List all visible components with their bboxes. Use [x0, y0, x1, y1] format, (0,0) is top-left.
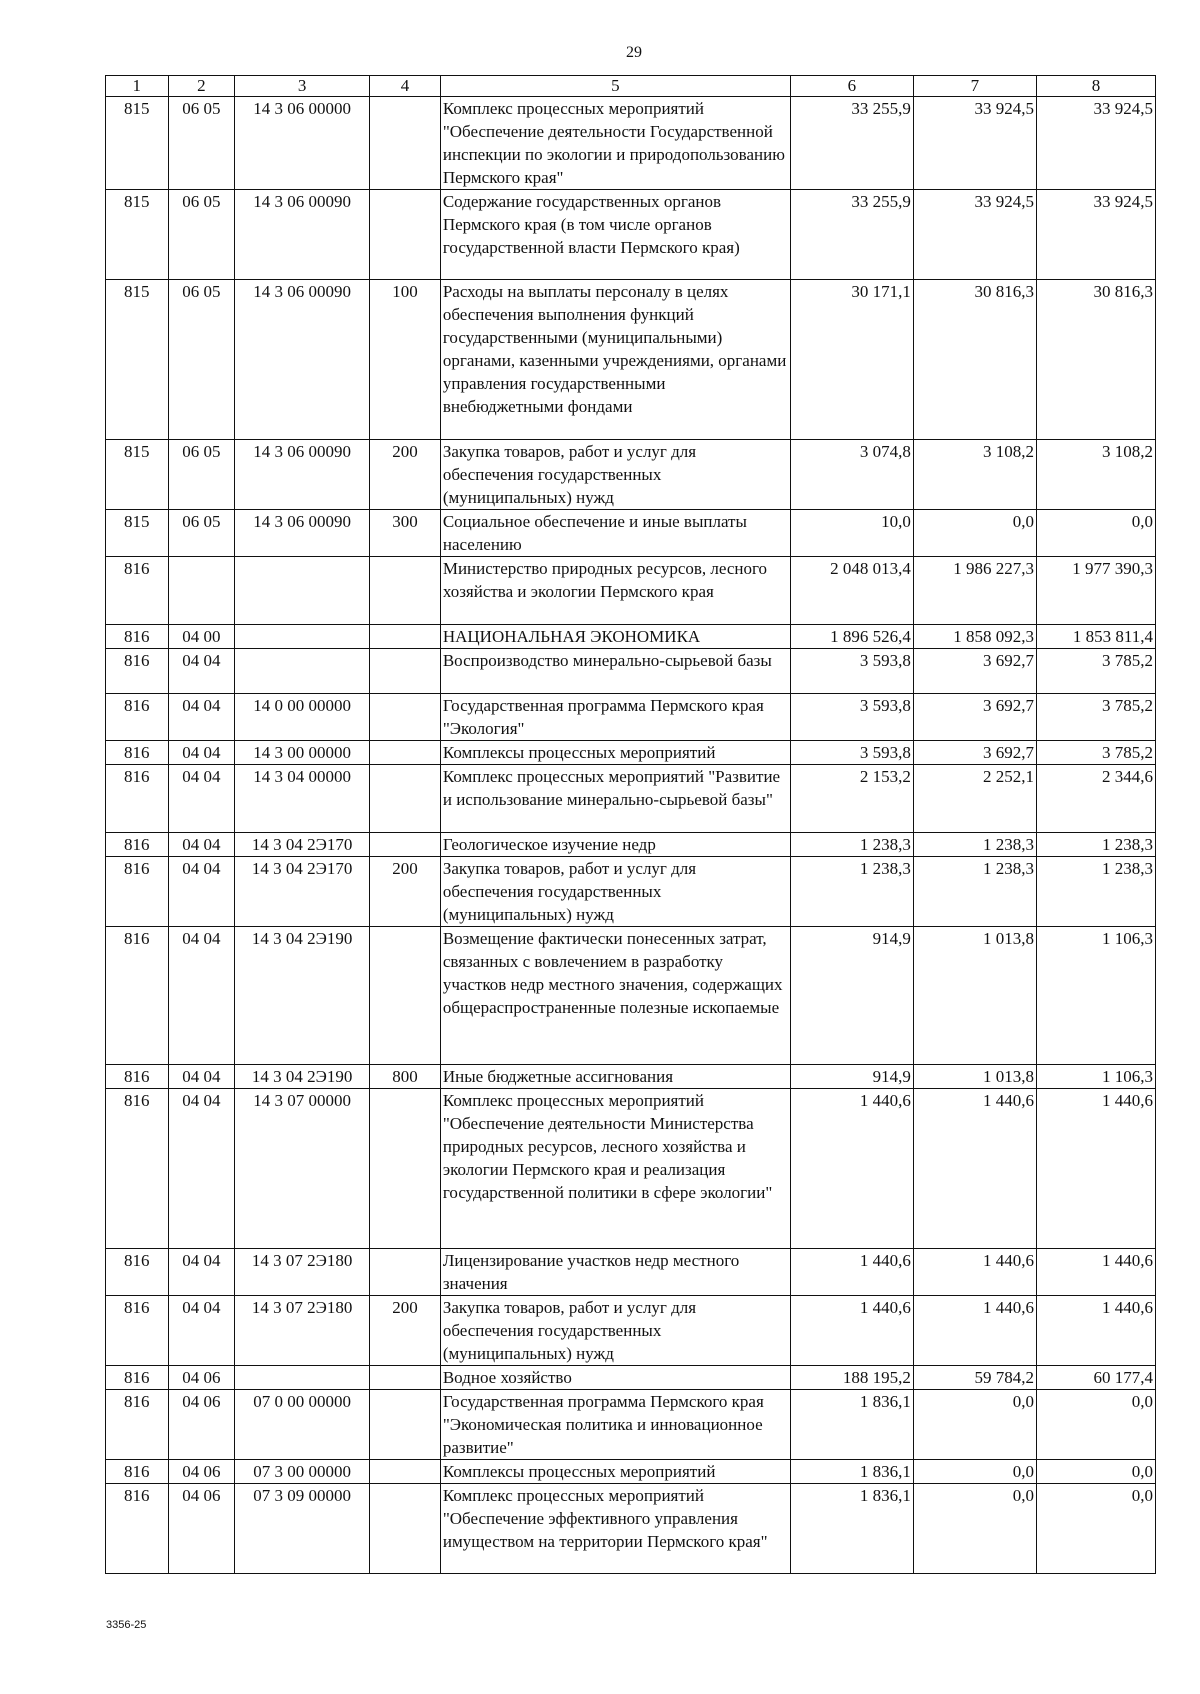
cell-c7: 3 692,7 — [913, 694, 1036, 741]
document-code: 3356-25 — [106, 1619, 147, 1631]
cell-c1: 815 — [106, 280, 169, 440]
cell-c2: 06 05 — [168, 440, 235, 510]
cell-c7: 1 238,3 — [913, 833, 1036, 857]
cell-c7: 30 816,3 — [913, 280, 1036, 440]
header-cell: 6 — [790, 76, 913, 97]
table-row — [106, 1296, 1156, 1366]
cell-c7: 2 252,1 — [913, 765, 1036, 833]
cell-c4: 200 — [370, 1296, 441, 1366]
cell-c6: 1 440,6 — [790, 1296, 913, 1366]
cell-c2: 04 00 — [168, 625, 235, 649]
cell-c3: 07 3 09 00000 — [235, 1484, 370, 1574]
cell-c8: 60 177,4 — [1036, 1366, 1155, 1390]
cell-c4 — [370, 649, 441, 694]
cell-c6: 33 255,9 — [790, 190, 913, 280]
cell-c1: 816 — [106, 1089, 169, 1249]
cell-c3: 14 3 07 2Э180 — [235, 1249, 370, 1296]
table-row — [106, 1390, 1156, 1460]
cell-c5: Лицензирование участков недр местного значения — [440, 1249, 790, 1296]
table-body — [106, 97, 1156, 1574]
cell-c8: 1 440,6 — [1036, 1249, 1155, 1296]
cell-c3 — [235, 1366, 370, 1390]
table-row — [106, 1484, 1156, 1574]
cell-c3: 14 3 06 00090 — [235, 510, 370, 557]
cell-c2: 04 04 — [168, 833, 235, 857]
table-row — [106, 1366, 1156, 1390]
cell-c5: Закупка товаров, работ и услуг для обеспечения государственных (муниципальных) нужд — [440, 1296, 790, 1366]
cell-c5: Закупка товаров, работ и услуг для обеспечения государственных (муниципальных) нужд — [440, 857, 790, 927]
header-row — [106, 76, 1156, 97]
header-cell: 3 — [235, 76, 370, 97]
cell-c1: 816 — [106, 741, 169, 765]
cell-c8: 3 785,2 — [1036, 694, 1155, 741]
cell-c7: 0,0 — [913, 1390, 1036, 1460]
table-row — [106, 1460, 1156, 1484]
cell-c4 — [370, 1460, 441, 1484]
cell-c3: 14 3 04 00000 — [235, 765, 370, 833]
cell-c4 — [370, 1484, 441, 1574]
cell-c2: 04 04 — [168, 1065, 235, 1089]
cell-c7: 59 784,2 — [913, 1366, 1036, 1390]
cell-c8: 0,0 — [1036, 510, 1155, 557]
cell-c7: 0,0 — [913, 1460, 1036, 1484]
cell-c3: 14 0 00 00000 — [235, 694, 370, 741]
cell-c6: 10,0 — [790, 510, 913, 557]
cell-c6: 188 195,2 — [790, 1366, 913, 1390]
cell-c8: 3 785,2 — [1036, 741, 1155, 765]
cell-c6: 3 593,8 — [790, 649, 913, 694]
cell-c4 — [370, 741, 441, 765]
table-row — [106, 190, 1156, 280]
cell-c8: 1 106,3 — [1036, 927, 1155, 1065]
cell-c8: 1 238,3 — [1036, 833, 1155, 857]
cell-c6: 2 153,2 — [790, 765, 913, 833]
table-row — [106, 694, 1156, 741]
cell-c5: Возмещение фактически понесенных затрат, связанных с вовлечением в разработку участков недр местного значения, содержащих общераспространенные полезные ископаемые — [440, 927, 790, 1065]
table-row — [106, 625, 1156, 649]
header-cell: 5 — [440, 76, 790, 97]
cell-c5: Комплексы процессных мероприятий — [440, 1460, 790, 1484]
cell-c8: 1 853 811,4 — [1036, 625, 1155, 649]
cell-c8: 30 816,3 — [1036, 280, 1155, 440]
cell-c3: 14 3 07 00000 — [235, 1089, 370, 1249]
cell-c1: 816 — [106, 1296, 169, 1366]
cell-c5: Комплекс процессных мероприятий "Обеспечение деятельности Государственной инспекции по экологии и природопользованию Пермского края" — [440, 97, 790, 190]
cell-c3: 07 3 00 00000 — [235, 1460, 370, 1484]
cell-c7: 0,0 — [913, 510, 1036, 557]
cell-c2: 04 04 — [168, 765, 235, 833]
budget-table — [105, 75, 1156, 1574]
cell-c7: 1 858 092,3 — [913, 625, 1036, 649]
cell-c4 — [370, 1390, 441, 1460]
cell-c3: 07 0 00 00000 — [235, 1390, 370, 1460]
cell-c4 — [370, 625, 441, 649]
cell-c6: 1 836,1 — [790, 1484, 913, 1574]
cell-c4 — [370, 97, 441, 190]
cell-c3 — [235, 625, 370, 649]
cell-c1: 816 — [106, 649, 169, 694]
cell-c5: Государственная программа Пермского края "Экология" — [440, 694, 790, 741]
cell-c4 — [370, 765, 441, 833]
cell-c8: 3 785,2 — [1036, 649, 1155, 694]
cell-c8: 3 108,2 — [1036, 440, 1155, 510]
table-row — [106, 765, 1156, 833]
table-row — [106, 857, 1156, 927]
cell-c2: 04 04 — [168, 1089, 235, 1249]
cell-c3: 14 3 00 00000 — [235, 741, 370, 765]
cell-c6: 3 593,8 — [790, 741, 913, 765]
cell-c1: 816 — [106, 694, 169, 741]
table-row — [106, 510, 1156, 557]
cell-c3 — [235, 557, 370, 625]
cell-c8: 0,0 — [1036, 1460, 1155, 1484]
table-row — [106, 927, 1156, 1065]
cell-c6: 30 171,1 — [790, 280, 913, 440]
cell-c1: 816 — [106, 557, 169, 625]
cell-c7: 1 013,8 — [913, 1065, 1036, 1089]
cell-c2: 04 04 — [168, 649, 235, 694]
cell-c8: 0,0 — [1036, 1390, 1155, 1460]
cell-c8: 2 344,6 — [1036, 765, 1155, 833]
cell-c1: 816 — [106, 1249, 169, 1296]
cell-c7: 33 924,5 — [913, 190, 1036, 280]
cell-c2: 06 05 — [168, 280, 235, 440]
cell-c5: Воспроизводство минерально-сырьевой базы — [440, 649, 790, 694]
cell-c6: 1 238,3 — [790, 857, 913, 927]
cell-c4 — [370, 833, 441, 857]
cell-c1: 815 — [106, 440, 169, 510]
table-row — [106, 649, 1156, 694]
header-cell: 4 — [370, 76, 441, 97]
cell-c7: 1 440,6 — [913, 1296, 1036, 1366]
cell-c4 — [370, 557, 441, 625]
cell-c7: 1 013,8 — [913, 927, 1036, 1065]
cell-c5: Государственная программа Пермского края "Экономическая политика и инновационное развитие" — [440, 1390, 790, 1460]
cell-c1: 816 — [106, 927, 169, 1065]
cell-c8: 1 977 390,3 — [1036, 557, 1155, 625]
cell-c1: 816 — [106, 1366, 169, 1390]
cell-c4 — [370, 1366, 441, 1390]
cell-c2 — [168, 557, 235, 625]
cell-c2: 04 04 — [168, 1296, 235, 1366]
table-row — [106, 1065, 1156, 1089]
cell-c6: 3 074,8 — [790, 440, 913, 510]
cell-c2: 04 06 — [168, 1460, 235, 1484]
cell-c1: 816 — [106, 857, 169, 927]
cell-c7: 0,0 — [913, 1484, 1036, 1574]
cell-c5: Социальное обеспечение и иные выплаты населению — [440, 510, 790, 557]
cell-c5: Иные бюджетные ассигнования — [440, 1065, 790, 1089]
cell-c6: 3 593,8 — [790, 694, 913, 741]
cell-c7: 1 238,3 — [913, 857, 1036, 927]
table-row — [106, 833, 1156, 857]
cell-c3 — [235, 649, 370, 694]
cell-c3: 14 3 06 00090 — [235, 440, 370, 510]
cell-c1: 816 — [106, 625, 169, 649]
header-cell: 7 — [913, 76, 1036, 97]
cell-c2: 04 06 — [168, 1484, 235, 1574]
table-row — [106, 1249, 1156, 1296]
cell-c6: 33 255,9 — [790, 97, 913, 190]
cell-c7: 3 108,2 — [913, 440, 1036, 510]
cell-c8: 0,0 — [1036, 1484, 1155, 1574]
table-row — [106, 280, 1156, 440]
cell-c3: 14 3 04 2Э170 — [235, 833, 370, 857]
cell-c6: 914,9 — [790, 927, 913, 1065]
cell-c5: Комплекс процессных мероприятий "Обеспечение эффективного управления имуществом на территории Пермского края" — [440, 1484, 790, 1574]
cell-c6: 1 238,3 — [790, 833, 913, 857]
cell-c4: 100 — [370, 280, 441, 440]
cell-c6: 914,9 — [790, 1065, 913, 1089]
cell-c4 — [370, 1249, 441, 1296]
cell-c4: 200 — [370, 440, 441, 510]
cell-c2: 04 06 — [168, 1366, 235, 1390]
cell-c8: 1 440,6 — [1036, 1296, 1155, 1366]
table-row — [106, 1089, 1156, 1249]
header-cell: 8 — [1036, 76, 1155, 97]
cell-c4 — [370, 927, 441, 1065]
cell-c3: 14 3 07 2Э180 — [235, 1296, 370, 1366]
table-row — [106, 440, 1156, 510]
cell-c7: 1 440,6 — [913, 1089, 1036, 1249]
cell-c2: 04 04 — [168, 1249, 235, 1296]
cell-c1: 815 — [106, 190, 169, 280]
cell-c5: Закупка товаров, работ и услуг для обеспечения государственных (муниципальных) нужд — [440, 440, 790, 510]
cell-c4: 200 — [370, 857, 441, 927]
cell-c4 — [370, 1089, 441, 1249]
cell-c6: 1 440,6 — [790, 1089, 913, 1249]
cell-c5: Геологическое изучение недр — [440, 833, 790, 857]
cell-c5: Комплекс процессных мероприятий "Обеспечение деятельности Министерства природных ресурсов, лесного хозяйства и экологии Пермского края и реализация государственной политики в сфере экологии" — [440, 1089, 790, 1249]
cell-c6: 1 896 526,4 — [790, 625, 913, 649]
cell-c1: 815 — [106, 510, 169, 557]
cell-c5: НАЦИОНАЛЬНАЯ ЭКОНОМИКА — [440, 625, 790, 649]
cell-c2: 06 05 — [168, 510, 235, 557]
cell-c3: 14 3 06 00090 — [235, 280, 370, 440]
cell-c8: 33 924,5 — [1036, 97, 1155, 190]
cell-c7: 1 986 227,3 — [913, 557, 1036, 625]
cell-c2: 04 04 — [168, 741, 235, 765]
cell-c6: 2 048 013,4 — [790, 557, 913, 625]
cell-c3: 14 3 04 2Э190 — [235, 1065, 370, 1089]
cell-c3: 14 3 06 00090 — [235, 190, 370, 280]
cell-c5: Комплексы процессных мероприятий — [440, 741, 790, 765]
cell-c2: 04 04 — [168, 857, 235, 927]
cell-c5: Министерство природных ресурсов, лесного хозяйства и экологии Пермского края — [440, 557, 790, 625]
cell-c3: 14 3 06 00000 — [235, 97, 370, 190]
cell-c5: Содержание государственных органов Пермского края (в том числе органов государственной власти Пермского края) — [440, 190, 790, 280]
cell-c1: 816 — [106, 1065, 169, 1089]
cell-c1: 815 — [106, 97, 169, 190]
cell-c2: 04 04 — [168, 694, 235, 741]
cell-c8: 1 440,6 — [1036, 1089, 1155, 1249]
cell-c7: 33 924,5 — [913, 97, 1036, 190]
cell-c6: 1 440,6 — [790, 1249, 913, 1296]
table-row — [106, 97, 1156, 190]
cell-c2: 06 05 — [168, 190, 235, 280]
page-number: 29 — [626, 44, 642, 61]
table-row — [106, 741, 1156, 765]
cell-c1: 816 — [106, 1460, 169, 1484]
cell-c1: 816 — [106, 1484, 169, 1574]
cell-c5: Расходы на выплаты персоналу в целях обеспечения выполнения функций государственными (муниципальными) органами, казенными учреждениями, органами управления государственными внебюджетными фондами — [440, 280, 790, 440]
cell-c8: 33 924,5 — [1036, 190, 1155, 280]
cell-c1: 816 — [106, 765, 169, 833]
header-cell: 1 — [106, 76, 169, 97]
cell-c8: 1 238,3 — [1036, 857, 1155, 927]
table-row — [106, 557, 1156, 625]
cell-c3: 14 3 04 2Э170 — [235, 857, 370, 927]
cell-c2: 04 04 — [168, 927, 235, 1065]
header-cell: 2 — [168, 76, 235, 97]
cell-c4: 800 — [370, 1065, 441, 1089]
cell-c4 — [370, 190, 441, 280]
cell-c7: 3 692,7 — [913, 741, 1036, 765]
cell-c2: 06 05 — [168, 97, 235, 190]
cell-c7: 1 440,6 — [913, 1249, 1036, 1296]
cell-c1: 816 — [106, 833, 169, 857]
cell-c4 — [370, 694, 441, 741]
cell-c8: 1 106,3 — [1036, 1065, 1155, 1089]
cell-c5: Комплекс процессных мероприятий "Развитие и использование минерально-сырьевой базы" — [440, 765, 790, 833]
cell-c3: 14 3 04 2Э190 — [235, 927, 370, 1065]
cell-c6: 1 836,1 — [790, 1390, 913, 1460]
cell-c6: 1 836,1 — [790, 1460, 913, 1484]
cell-c4: 300 — [370, 510, 441, 557]
cell-c5: Водное хозяйство — [440, 1366, 790, 1390]
cell-c1: 816 — [106, 1390, 169, 1460]
cell-c2: 04 06 — [168, 1390, 235, 1460]
cell-c7: 3 692,7 — [913, 649, 1036, 694]
